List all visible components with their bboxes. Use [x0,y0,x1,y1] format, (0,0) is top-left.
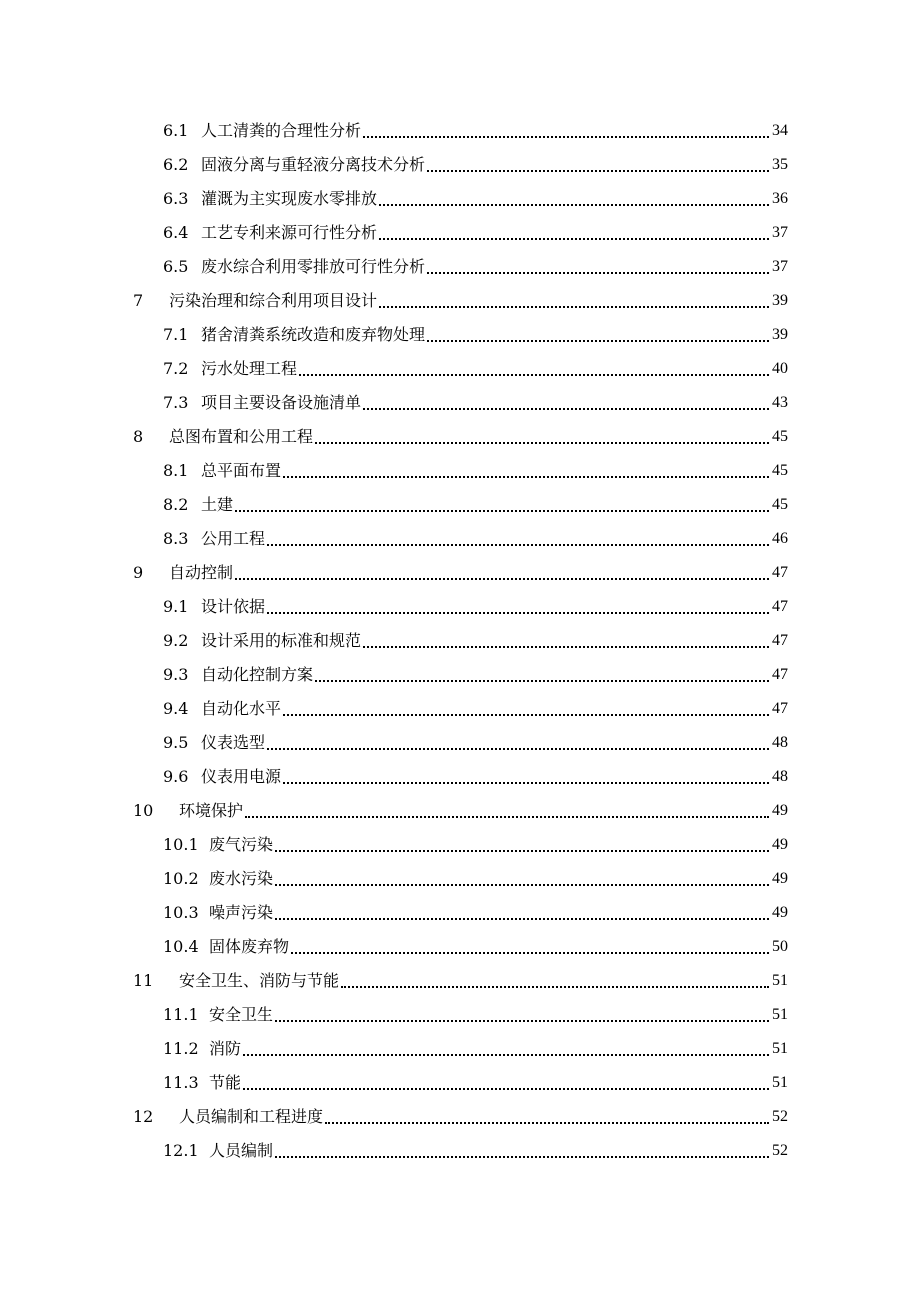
toc-entry-label [163,868,273,890]
toc-dot-leader [291,952,769,954]
toc-entry-number: 8.1 [163,461,189,480]
toc-entry[interactable] [0,1066,920,1100]
toc-entry-page-number: 50 [772,938,788,955]
toc-entry[interactable] [0,964,920,998]
toc-entry-title: 节能 [209,1073,242,1092]
toc-entry-number: 10.4 [163,937,199,956]
toc-dot-leader [379,306,769,308]
toc-entry[interactable] [0,760,920,794]
toc-entry-label [163,1072,241,1094]
toc-entry-title: 废水污染 [209,869,274,888]
table-of-contents [0,114,920,1168]
toc-entry[interactable] [0,556,920,590]
toc-entry-title: 人员编制和工程进度 [179,1107,324,1126]
toc-entry-title: 仪表选型 [201,733,266,752]
toc-dot-leader [379,204,769,206]
toc-entry-label [163,664,313,686]
toc-dot-leader [235,578,769,580]
toc-dot-leader [275,1156,769,1158]
toc-entry-number: 6.5 [163,257,189,276]
toc-entry-page-number: 51 [772,1040,788,1057]
toc-entry-title: 总平面布置 [201,461,282,480]
toc-dot-leader [299,374,769,376]
toc-dot-leader [275,884,769,886]
toc-entry-page-number: 35 [772,156,788,173]
toc-entry-number: 10 [133,801,154,820]
toc-entry-number: 10.1 [163,835,199,854]
toc-entry-page-number: 37 [772,224,788,241]
toc-dot-leader [325,1122,769,1124]
toc-entry[interactable] [0,658,920,692]
toc-dot-leader [275,850,769,852]
toc-entry-title: 污染治理和综合利用项目设计 [169,291,378,310]
toc-entry-label [163,460,281,482]
toc-entry-number: 9.3 [163,665,189,684]
toc-entry-title: 噪声污染 [209,903,274,922]
toc-entry[interactable] [0,488,920,522]
toc-entry-label [163,494,233,516]
toc-dot-leader [245,816,769,818]
toc-entry-label [133,1106,323,1128]
toc-entry[interactable] [0,148,920,182]
toc-entry-number: 11.2 [163,1039,199,1058]
toc-dot-leader [243,1088,769,1090]
toc-entry-page-number: 45 [772,428,788,445]
toc-entry-number: 6.2 [163,155,189,174]
toc-entry-label [163,902,273,924]
toc-entry-page-number: 52 [772,1108,788,1125]
toc-entry-number: 11.3 [163,1073,199,1092]
toc-entry-page-number: 39 [772,292,788,309]
toc-entry-title: 消防 [209,1039,242,1058]
toc-entry-title: 污水处理工程 [201,359,298,378]
toc-dot-leader [283,782,769,784]
toc-entry-title: 人员编制 [209,1141,274,1160]
toc-entry[interactable] [0,998,920,1032]
toc-entry-page-number: 45 [772,462,788,479]
toc-entry-title: 安全卫生 [209,1005,274,1024]
toc-entry-title: 土建 [201,495,234,514]
toc-entry-page-number: 49 [772,870,788,887]
toc-entry[interactable] [0,420,920,454]
toc-entry-label [163,256,425,278]
toc-dot-leader [315,442,769,444]
toc-entry-title: 灌溉为主实现废水零排放 [201,189,378,208]
toc-entry[interactable] [0,828,920,862]
toc-entry-page-number: 45 [772,496,788,513]
toc-entry-label [163,392,361,414]
toc-entry[interactable] [0,896,920,930]
toc-entry-title: 总图布置和公用工程 [169,427,314,446]
toc-dot-leader [315,680,769,682]
toc-entry-number: 11 [133,971,154,990]
toc-entry-page-number: 47 [772,700,788,717]
toc-entry-number: 11.1 [163,1005,199,1024]
toc-entry[interactable] [0,216,920,250]
toc-entry-page-number: 49 [772,836,788,853]
toc-entry-number: 9.4 [163,699,189,718]
toc-entry-page-number: 46 [772,530,788,547]
toc-entry-label [163,154,425,176]
toc-entry-number: 9.1 [163,597,189,616]
toc-entry-page-number: 47 [772,598,788,615]
toc-entry-page-number: 51 [772,1006,788,1023]
toc-entry-label [163,222,377,244]
toc-entry-page-number: 39 [772,326,788,343]
toc-entry-title: 仪表用电源 [201,767,282,786]
toc-entry[interactable] [0,726,920,760]
toc-entry[interactable] [0,590,920,624]
toc-entry[interactable] [0,862,920,896]
toc-entry-number: 9.5 [163,733,189,752]
toc-entry[interactable] [0,318,920,352]
toc-entry-label [163,1038,241,1060]
toc-dot-leader [363,408,769,410]
toc-entry-number: 12 [133,1107,154,1126]
toc-dot-leader [283,476,769,478]
toc-entry-label [133,562,233,584]
toc-entry-label [163,358,297,380]
toc-entry[interactable] [0,624,920,658]
toc-entry-page-number: 47 [772,666,788,683]
toc-entry-title: 人工清粪的合理性分析 [201,121,362,140]
toc-entry-label [133,426,313,448]
toc-entry-number: 7.3 [163,393,189,412]
toc-entry-number: 10.3 [163,903,199,922]
toc-entry-page-number: 47 [772,632,788,649]
toc-dot-leader [267,612,769,614]
toc-entry-page-number: 48 [772,734,788,751]
toc-entry-title: 公用工程 [201,529,266,548]
toc-entry[interactable] [0,114,920,148]
toc-entry-label [133,800,243,822]
toc-entry-label [163,324,425,346]
toc-entry[interactable] [0,1100,920,1134]
toc-entry[interactable] [0,794,920,828]
toc-entry-title: 安全卫生、消防与节能 [179,971,340,990]
toc-entry-number: 7.1 [163,325,189,344]
toc-entry-number: 8.2 [163,495,189,514]
toc-dot-leader [235,510,769,512]
toc-entry-title: 环境保护 [179,801,244,820]
toc-dot-leader [427,272,769,274]
toc-dot-leader [275,918,769,920]
toc-entry-page-number: 43 [772,394,788,411]
toc-entry-label [163,766,281,788]
toc-entry-label [163,528,265,550]
toc-entry-number: 12.1 [163,1141,199,1160]
toc-entry[interactable] [0,1032,920,1066]
toc-entry[interactable] [0,522,920,556]
toc-entry-number: 9.2 [163,631,189,650]
toc-entry-title: 工艺专利来源可行性分析 [201,223,378,242]
toc-entry-label [163,1004,273,1026]
toc-entry[interactable] [0,352,920,386]
toc-entry[interactable] [0,250,920,284]
toc-entry[interactable] [0,1134,920,1168]
toc-entry-label [163,936,289,958]
toc-entry-label [163,698,281,720]
toc-entry-title: 自动化水平 [201,699,282,718]
toc-dot-leader [283,714,769,716]
toc-entry-title: 设计依据 [201,597,266,616]
toc-entry-page-number: 52 [772,1142,788,1159]
toc-entry-page-number: 40 [772,360,788,377]
toc-entry-title: 固体废弃物 [209,937,290,956]
toc-entry-number: 9.6 [163,767,189,786]
toc-entry-number: 9 [133,563,144,582]
toc-entry-number: 7 [133,291,144,310]
toc-entry-title: 固液分离与重轻液分离技术分析 [201,155,426,174]
toc-entry[interactable] [0,692,920,726]
toc-entry-number: 7.2 [163,359,189,378]
toc-entry-page-number: 36 [772,190,788,207]
toc-entry-title: 自动控制 [169,563,234,582]
toc-dot-leader [267,544,769,546]
toc-dot-leader [427,340,769,342]
toc-dot-leader [427,170,769,172]
toc-entry-label [163,630,361,652]
toc-entry-number: 6.3 [163,189,189,208]
toc-entry-label [133,290,377,312]
toc-entry-number: 8.3 [163,529,189,548]
toc-entry-label [163,732,265,754]
toc-entry-title: 项目主要设备设施清单 [201,393,362,412]
toc-entry-title: 废水综合利用零排放可行性分析 [201,257,426,276]
toc-entry-label [163,834,273,856]
toc-entry-page-number: 34 [772,122,788,139]
toc-entry[interactable] [0,182,920,216]
toc-entry-label [163,1140,273,1162]
toc-entry-label [163,120,361,142]
toc-entry[interactable] [0,454,920,488]
toc-entry-title: 自动化控制方案 [201,665,314,684]
toc-dot-leader [363,136,769,138]
toc-entry-title: 设计采用的标准和规范 [201,631,362,650]
toc-entry-page-number: 49 [772,802,788,819]
toc-entry-label [163,596,265,618]
toc-dot-leader [243,1054,769,1056]
toc-entry[interactable] [0,386,920,420]
toc-entry-page-number: 49 [772,904,788,921]
toc-dot-leader [267,748,769,750]
toc-dot-leader [341,986,769,988]
toc-entry-page-number: 51 [772,972,788,989]
toc-entry-page-number: 51 [772,1074,788,1091]
toc-dot-leader [363,646,769,648]
toc-entry[interactable] [0,930,920,964]
toc-entry-page-number: 47 [772,564,788,581]
toc-dot-leader [379,238,769,240]
toc-entry-number: 10.2 [163,869,199,888]
toc-entry[interactable] [0,284,920,318]
toc-entry-number: 8 [133,427,144,446]
toc-entry-page-number: 48 [772,768,788,785]
toc-entry-title: 废气污染 [209,835,274,854]
toc-entry-number: 6.1 [163,121,189,140]
toc-entry-label [163,188,377,210]
toc-dot-leader [275,1020,769,1022]
toc-entry-number: 6.4 [163,223,189,242]
toc-entry-page-number: 37 [772,258,788,275]
toc-entry-label [133,970,339,992]
toc-entry-title: 猪舍清粪系统改造和废弃物处理 [201,325,426,344]
